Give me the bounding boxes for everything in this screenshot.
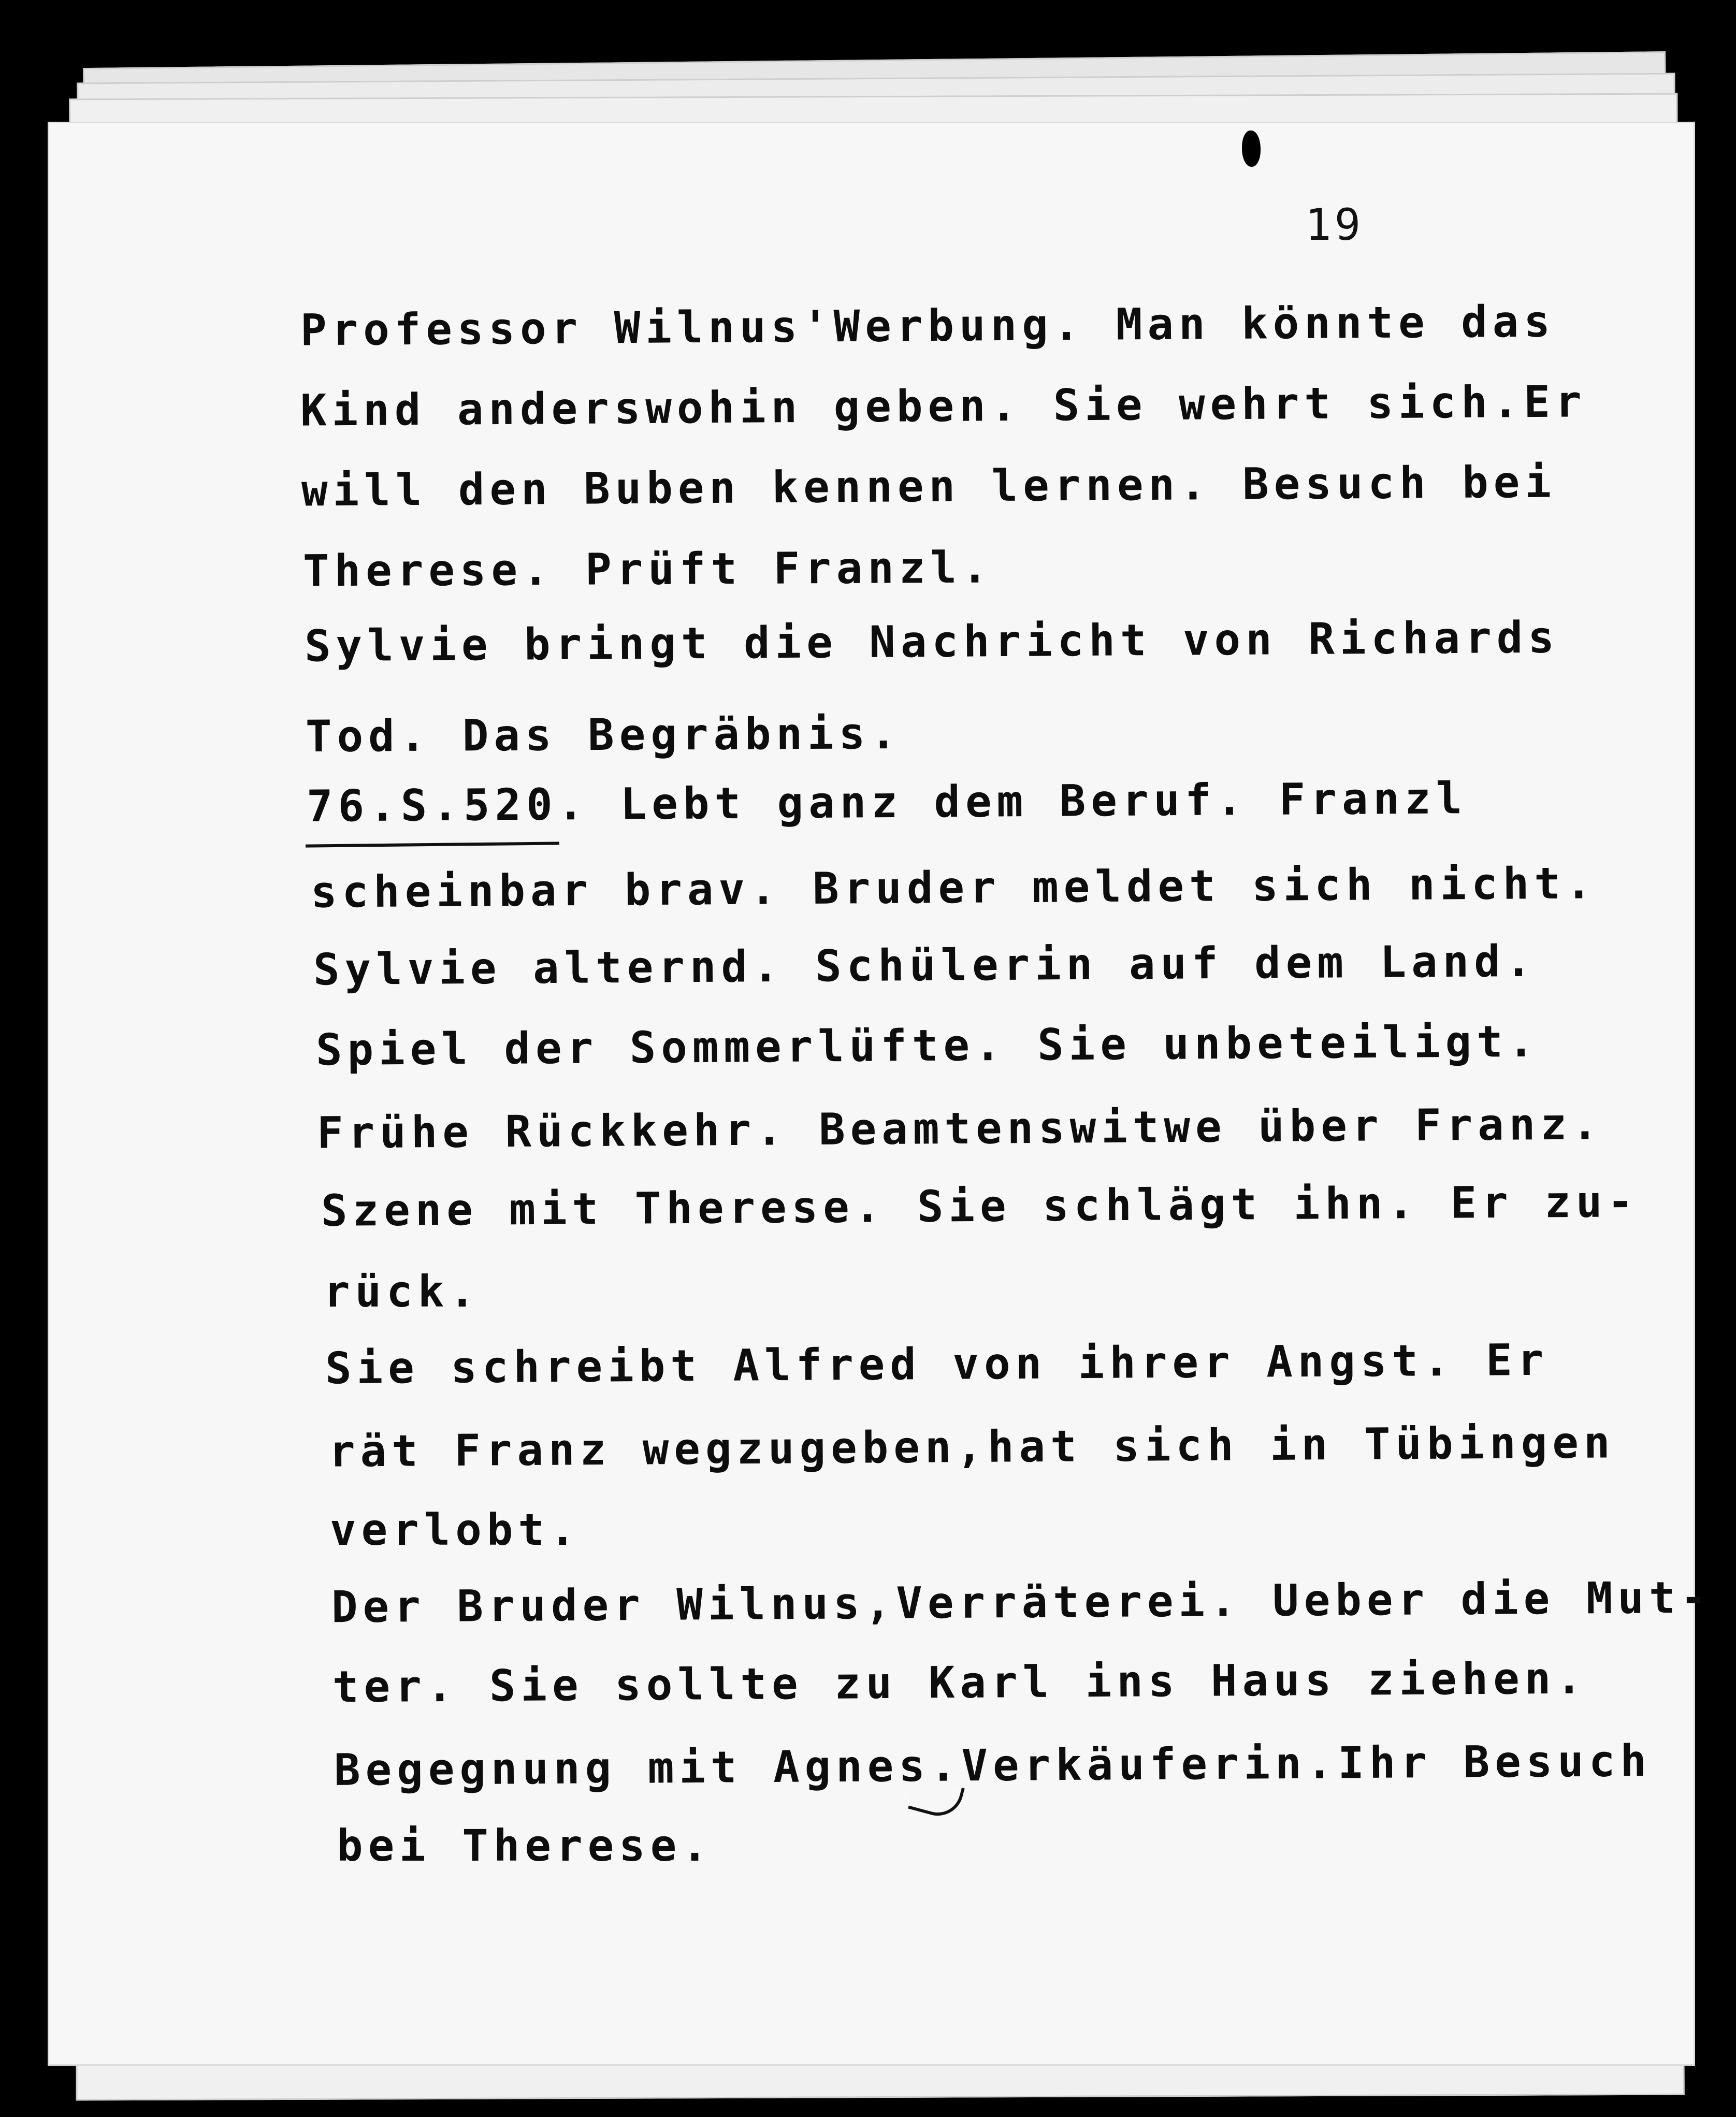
ink-blot — [1242, 130, 1261, 167]
page-number: 19 — [1305, 199, 1364, 250]
text-line-reference: 76.S.520. Lebt ganz dem Beruf. Franzl — [306, 773, 1468, 832]
text-line: Der Bruder Wilnus,Verräterei. Ueber die Mut- — [331, 1572, 1712, 1633]
text-line: verlobt. — [330, 1504, 581, 1555]
text-line: bei Therese. — [337, 1820, 713, 1871]
text-line: Szene mit Therese. Sie schlägt ihn. Er zu- — [321, 1176, 1639, 1236]
text-line: Sylvie alternd. Schülerin auf dem Land. — [313, 935, 1537, 995]
text-line: ter. Sie sollte zu Karl ins Haus ziehen. — [332, 1652, 1588, 1713]
text-line: will den Buben kennen lernen. Besuch bei — [301, 456, 1557, 516]
text-line: Sie schreibt Alfred von ihrer Angst. Er — [325, 1334, 1549, 1394]
text-line: Frühe Rückkehr. Beamtenswitwe über Franz. — [316, 1098, 1603, 1158]
text-line: Sylvie bringt die Nachricht von Richards — [304, 612, 1560, 672]
text-line: Begegnung mit Agnes.Verkäuferin.Ihr Besuch — [334, 1735, 1652, 1795]
text-line: Tod. Das Begräbnis. — [305, 707, 902, 762]
text-line: rät Franz wegzugeben,hat sich in Tübingen — [328, 1417, 1615, 1477]
text-line: Professor Wilnus'Werbung. Man könnte das — [300, 296, 1556, 356]
text-line: Spiel der Sommerlüfte. Sie unbeteiligt. — [315, 1016, 1540, 1076]
text-line: Therese. Prüft Franzl. — [302, 542, 993, 597]
text-line: scheinbar brav. Bruder meldet sich nicht. — [310, 858, 1597, 918]
text-line: rück. — [324, 1266, 481, 1317]
text-line: Kind anderswohin geben. Sie wehrt sich.Er — [300, 376, 1587, 436]
